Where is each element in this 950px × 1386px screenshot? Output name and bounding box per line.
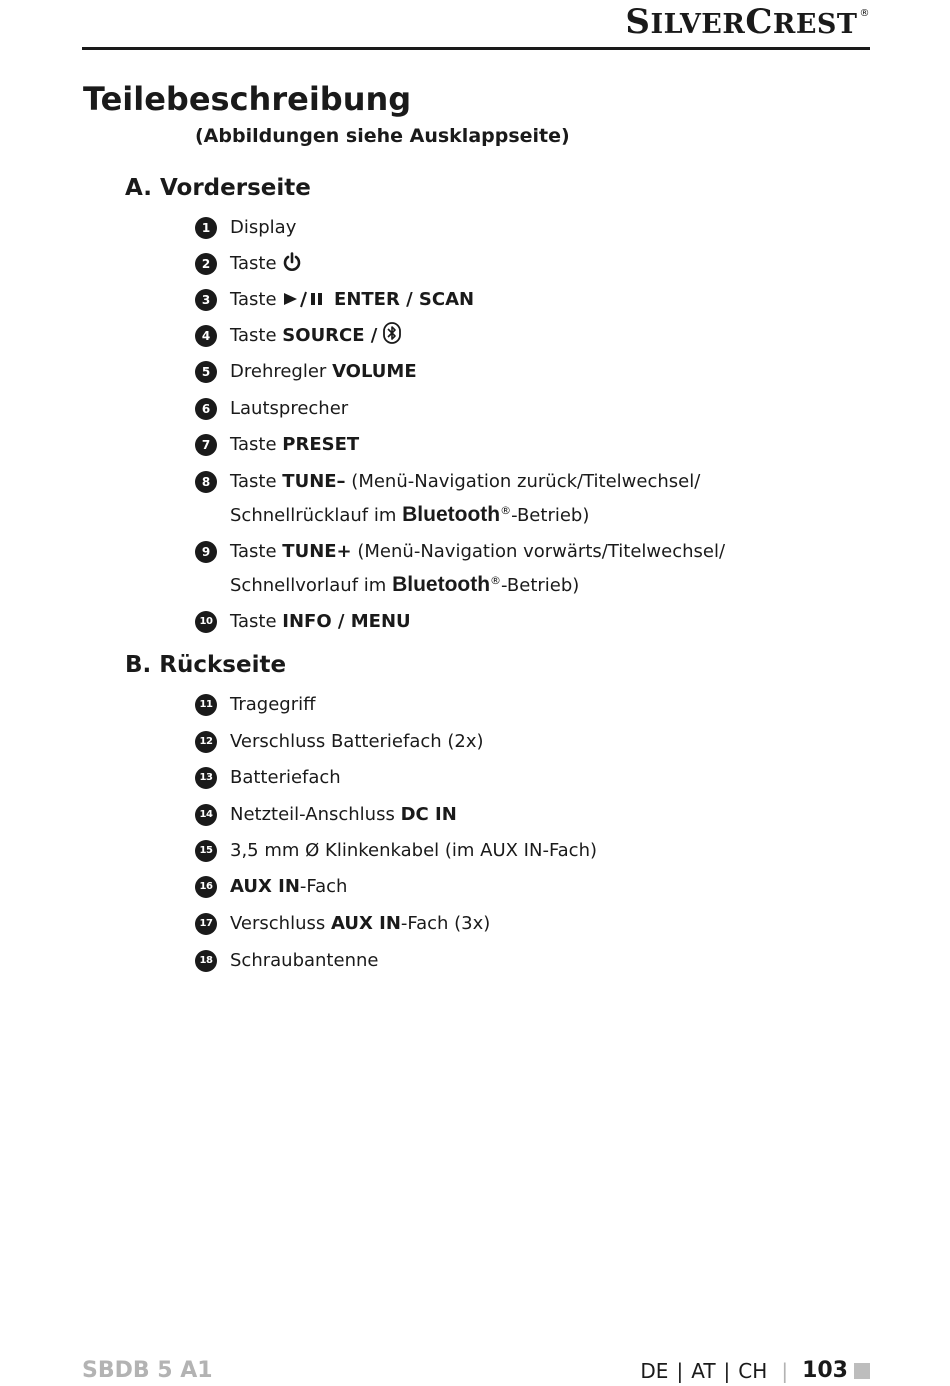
item-number: 10 bbox=[195, 611, 217, 633]
footer-language: DE bbox=[640, 1358, 669, 1383]
item-bold-text: PRESET bbox=[282, 434, 360, 455]
item-number: 1 bbox=[195, 217, 217, 239]
item-bold-text: DC IN bbox=[400, 804, 457, 825]
item-bold-text: TUNE+ bbox=[282, 541, 352, 562]
item-number: 14 bbox=[195, 804, 217, 826]
item-number: 15 bbox=[195, 840, 217, 862]
item-number: 12 bbox=[195, 731, 217, 753]
item-number: 3 bbox=[195, 289, 217, 311]
item-description-line2: Schnellvorlauf im bbox=[230, 575, 387, 596]
list-item bbox=[195, 909, 755, 938]
item-number: 5 bbox=[195, 361, 217, 383]
item-text: Taste bbox=[230, 325, 277, 346]
list-item bbox=[195, 946, 755, 975]
item-number: 11 bbox=[195, 694, 217, 716]
footer-separator: | bbox=[781, 1358, 789, 1383]
item-text: Taste bbox=[230, 434, 277, 455]
item-number: 13 bbox=[195, 767, 217, 789]
list-item bbox=[195, 467, 755, 530]
item-bold-text: AUX IN bbox=[330, 913, 401, 934]
list-item bbox=[195, 357, 755, 386]
section-heading-front: A. Vorderseite bbox=[125, 175, 311, 201]
power-icon bbox=[282, 252, 302, 272]
item-text: 3,5 mm Ø Klinkenkabel (im AUX IN-Fach) bbox=[230, 840, 598, 861]
list-item bbox=[195, 213, 755, 242]
header-rule bbox=[82, 47, 870, 50]
item-description-end: -Betrieb) bbox=[511, 505, 590, 526]
page-title: Teilebeschreibung bbox=[83, 80, 412, 118]
item-text: Taste bbox=[230, 471, 277, 492]
item-text: Taste bbox=[230, 611, 277, 632]
section-heading-back: B. Rückseite bbox=[125, 652, 287, 678]
footer-language: CH bbox=[738, 1358, 768, 1383]
brand-logo bbox=[625, 2, 870, 42]
item-number: 6 bbox=[195, 398, 217, 420]
page-number: 103 bbox=[802, 1358, 848, 1383]
front-parts-list bbox=[195, 213, 755, 636]
item-description-end: -Betrieb) bbox=[501, 575, 580, 596]
bluetooth-brand: Bluetooth bbox=[402, 503, 501, 526]
item-bold-text: AUX IN bbox=[230, 876, 300, 897]
item-number: 9 bbox=[195, 541, 217, 563]
item-number: 7 bbox=[195, 434, 217, 456]
item-text: Batteriefach bbox=[230, 767, 341, 788]
page-subtitle: (Abbildungen siehe Ausklappseite) bbox=[195, 125, 570, 147]
item-bold-text: ENTER / SCAN bbox=[334, 289, 475, 310]
footer-separator: | bbox=[723, 1358, 731, 1383]
item-text-after: -Fach (3x) bbox=[400, 913, 491, 934]
item-text: Schraubantenne bbox=[230, 950, 379, 971]
list-item bbox=[195, 727, 755, 756]
item-number: 8 bbox=[195, 471, 217, 493]
item-text: Taste bbox=[230, 541, 277, 562]
list-item bbox=[195, 836, 755, 865]
item-text: Verschluss bbox=[230, 913, 326, 934]
item-text: Lautsprecher bbox=[230, 398, 349, 419]
item-number: 16 bbox=[195, 876, 217, 898]
item-text: Verschluss Batteriefach (2x) bbox=[230, 731, 484, 752]
list-item bbox=[195, 537, 755, 600]
item-text: Taste bbox=[230, 253, 277, 274]
item-text: Taste bbox=[230, 289, 277, 310]
list-item bbox=[195, 430, 755, 459]
item-bold-text: SOURCE / bbox=[282, 325, 378, 346]
list-item bbox=[195, 285, 755, 314]
list-item bbox=[195, 394, 755, 423]
logo-text: SILVERCREST bbox=[625, 2, 858, 42]
logo-registered-mark: ® bbox=[859, 8, 870, 19]
item-description: (Menü-Navigation vorwärts/Titelwechsel/ bbox=[357, 541, 726, 562]
bluetooth-icon bbox=[383, 322, 401, 344]
item-text: Tragegriff bbox=[230, 694, 316, 715]
item-description: (Menü-Navigation zurück/Titelwechsel/ bbox=[351, 471, 701, 492]
item-description-line2: Schnellrücklauf im bbox=[230, 505, 397, 526]
registered-mark: ® bbox=[500, 504, 512, 517]
item-text: -Fach bbox=[299, 876, 348, 897]
item-text: Drehregler bbox=[230, 361, 327, 382]
list-item bbox=[195, 607, 755, 636]
list-item bbox=[195, 872, 755, 901]
play-pause-icon bbox=[282, 290, 328, 308]
footer-page-info bbox=[640, 1358, 870, 1383]
page-marker-square bbox=[854, 1363, 870, 1379]
footer-model: SBDB 5 A1 bbox=[82, 1358, 213, 1383]
footer-language: AT bbox=[691, 1358, 716, 1383]
registered-mark: ® bbox=[490, 574, 502, 587]
item-number: 4 bbox=[195, 325, 217, 347]
list-item bbox=[195, 800, 755, 829]
item-number: 2 bbox=[195, 253, 217, 275]
item-bold-text: INFO / MENU bbox=[282, 611, 411, 632]
item-bold-text: TUNE– bbox=[282, 471, 346, 492]
footer-separator: | bbox=[676, 1358, 684, 1383]
list-item bbox=[195, 249, 755, 278]
item-number: 17 bbox=[195, 913, 217, 935]
bluetooth-brand: Bluetooth bbox=[392, 573, 491, 596]
back-parts-list bbox=[195, 690, 755, 975]
list-item bbox=[195, 763, 755, 792]
item-text: Display bbox=[230, 217, 297, 238]
list-item bbox=[195, 690, 755, 719]
item-text: Netzteil-Anschluss bbox=[230, 804, 395, 825]
list-item bbox=[195, 321, 755, 350]
item-number: 18 bbox=[195, 950, 217, 972]
item-bold-text: VOLUME bbox=[332, 361, 417, 382]
